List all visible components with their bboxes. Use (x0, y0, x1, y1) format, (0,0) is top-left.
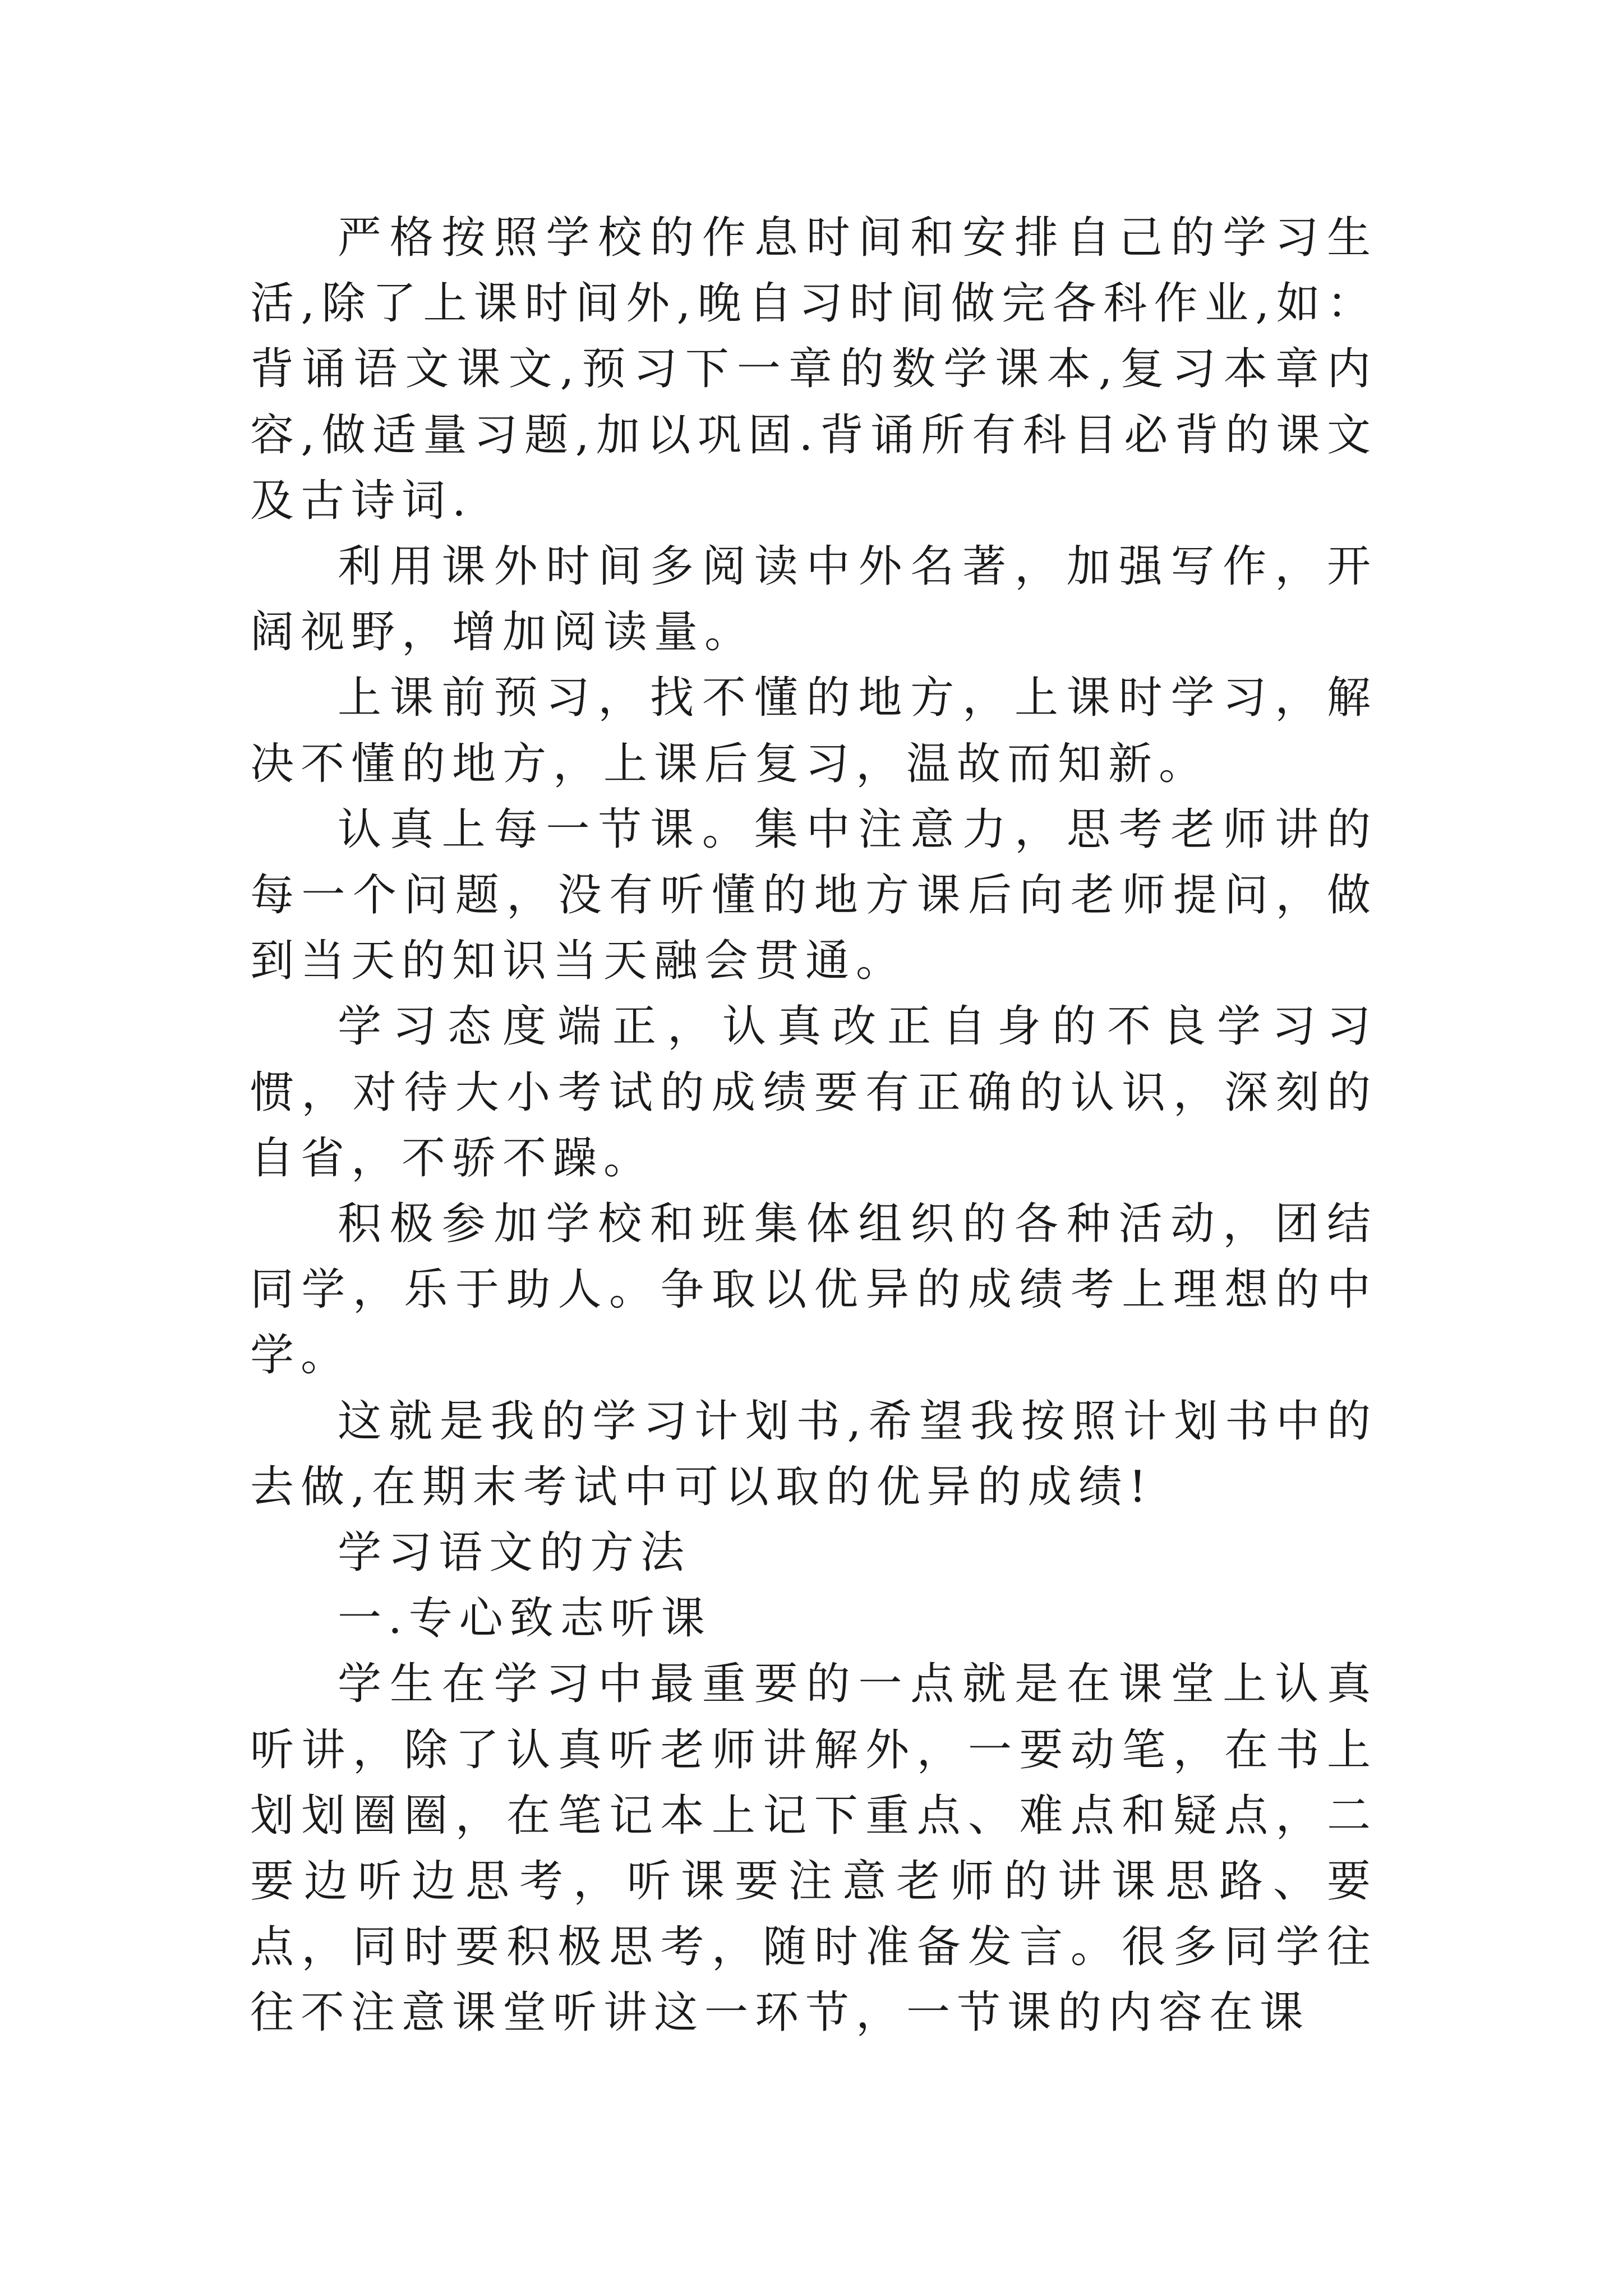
paragraph-attitude: 学习态度端正，认真改正自身的不良学习习惯，对待大小考试的成绩要有正确的认识，深刻的自省，不骄不躁。 (250, 1001, 1377, 1184)
paragraph-reading: 利用课外时间多阅读中外名著，加强写作，开阔视野，增加阅读量。 (250, 541, 1377, 658)
paragraph-listening: 学生在学习中最重要的一点就是在课堂上认真听讲，除了认真听老师讲解外，一要动笔，在书上划划圈圈，在笔记本上记下重点、难点和疑点，二要边听边思考，听课要注意老师的讲课思路、要点，同时要积极思考，随时准备发言。很多同学往往不注意课堂听讲这一环节，一节课的内容在课 (250, 1659, 1377, 2039)
paragraph-schedule: 严格按照学校的作息时间和安排自己的学习生活,除了上课时间外,晚自习时间做完各科作业,如：背诵语文课文,预习下一章的数学课本,复习本章内容,做适量习题,加以巩固.背诵所有科目必背的课文及古诗词. (250, 213, 1377, 526)
document-body (250, 205, 1377, 2046)
paragraph-class: 认真上每一节课。集中注意力，思考老师讲的每一个问题，没有听懂的地方课后向老师提问，做到当天的知识当天融会贯通。 (250, 804, 1377, 987)
subsection-title: 一.专心致志听课 (338, 1593, 712, 1644)
paragraph-activities: 积极参加学校和班集体组织的各种活动，团结同学，乐于助人。争取以优异的成绩考上理想的中学。 (250, 1199, 1377, 1381)
paragraph-preview: 上课前预习，找不懂的地方，上课时学习，解决不懂的地方，上课后复习，温故而知新。 (250, 673, 1377, 789)
paragraph-conclusion: 这就是我的学习计划书,希望我按照计划书中的去做,在期末考试中可以取的优异的成绩! (250, 1396, 1377, 1512)
section-title: 学习语文的方法 (338, 1527, 691, 1579)
